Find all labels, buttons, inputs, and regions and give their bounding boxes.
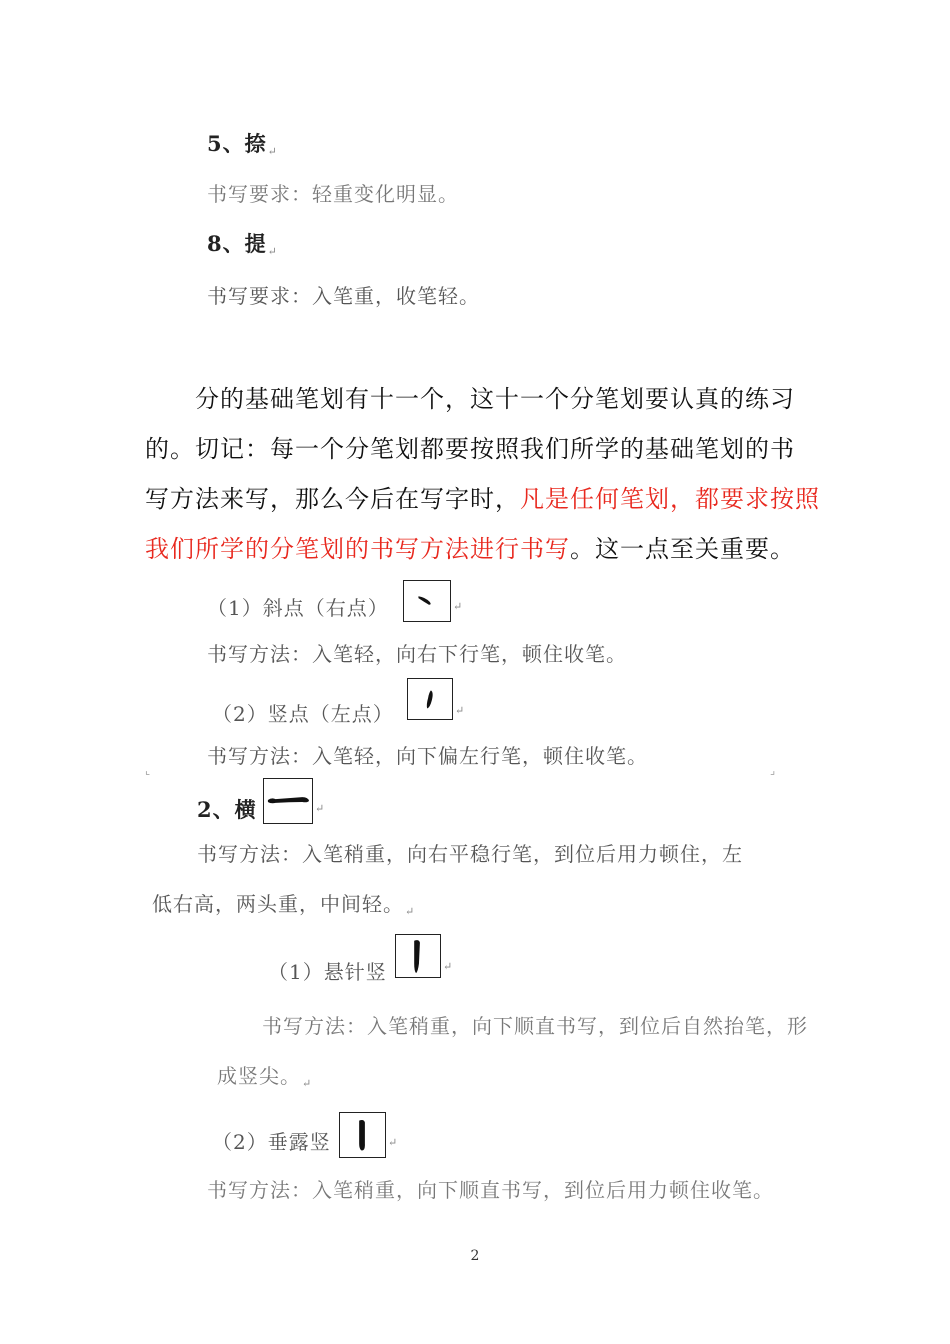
return-mark: ↵ bbox=[388, 1136, 398, 1149]
shu-method-2: 书写方法：入笔稍重，向下顺直书写，到位后用力顿住收笔。 bbox=[207, 1178, 774, 1202]
return-mark: ↵ bbox=[405, 905, 416, 918]
corner-mark-left: ⌞ bbox=[145, 764, 151, 777]
return-mark: ↵ bbox=[443, 960, 453, 973]
return-mark: ↵ bbox=[267, 145, 278, 158]
req-na: 书写要求：轻重变化明显。 bbox=[207, 182, 459, 206]
heng-method-line-2: 低右高，两头重，中间轻。$_↵$ bbox=[152, 892, 416, 918]
paragraph-line-2: 的。切记：每一个分笔划都要按照我们所学的基础笔划的书 bbox=[145, 435, 795, 463]
highlight-text: 凡是任何笔划，都要求按照 bbox=[520, 485, 820, 513]
dot-method-2: 书写方法：入笔轻，向下偏左行笔，顿住收笔。 bbox=[207, 744, 648, 768]
paragraph-line-1: 分的基础笔划有十一个，这十一个分笔划要认真的练习 bbox=[195, 385, 795, 413]
shu-label-2: （2）垂露竖 bbox=[212, 1130, 331, 1154]
dot-label-2: （2）竖点（左点） bbox=[212, 702, 394, 726]
highlight-text: 我们所学的分笔划的书写方法进行书写 bbox=[145, 535, 570, 563]
stroke-heng-icon bbox=[263, 778, 313, 824]
shu-label-1: （1）悬针竖 bbox=[268, 960, 387, 984]
shu-method-1-line-1: 书写方法：入笔稍重，向下顺直书写，到位后自然抬笔，形 bbox=[262, 1014, 808, 1038]
return-mark: ↵ bbox=[302, 1077, 313, 1090]
stroke-chuilu-shu-icon bbox=[339, 1112, 386, 1158]
stroke-xuanzhen-shu-icon bbox=[395, 934, 441, 978]
return-mark: ↵ bbox=[315, 802, 325, 815]
page-number: 2 bbox=[470, 1248, 480, 1264]
dot-label-1: （1）斜点（右点） bbox=[207, 596, 389, 620]
heading-heng: 2、横 bbox=[197, 797, 257, 822]
heading-ti: 8、提↵ bbox=[207, 231, 278, 258]
req-ti: 书写要求：入笔重，收笔轻。 bbox=[207, 284, 480, 308]
heng-method-line-1: 书写方法：入笔稍重，向右平稳行笔，到位后用力顿住，左 bbox=[197, 842, 743, 866]
dot-method-1: 书写方法：入笔轻，向右下行笔，顿住收笔。 bbox=[207, 642, 627, 666]
paragraph-line-4: 我们所学的分笔划的书写方法进行书写。这一点至关重要。 bbox=[145, 535, 795, 563]
return-mark: ↵ bbox=[453, 600, 463, 613]
corner-mark-right: ⌟ bbox=[770, 764, 776, 777]
shu-method-1-line-2: 成竖尖。$_↵$ bbox=[217, 1064, 313, 1090]
heading-na: 5、捺↵ bbox=[207, 131, 278, 158]
return-mark: ↵ bbox=[455, 704, 465, 717]
stroke-dot-right-icon bbox=[403, 580, 451, 622]
stroke-dot-left-icon bbox=[407, 678, 453, 720]
paragraph-line-3: 写方法来写，那么今后在写字时，凡是任何笔划，都要求按照 bbox=[145, 485, 820, 513]
return-mark: ↵ bbox=[267, 245, 278, 258]
